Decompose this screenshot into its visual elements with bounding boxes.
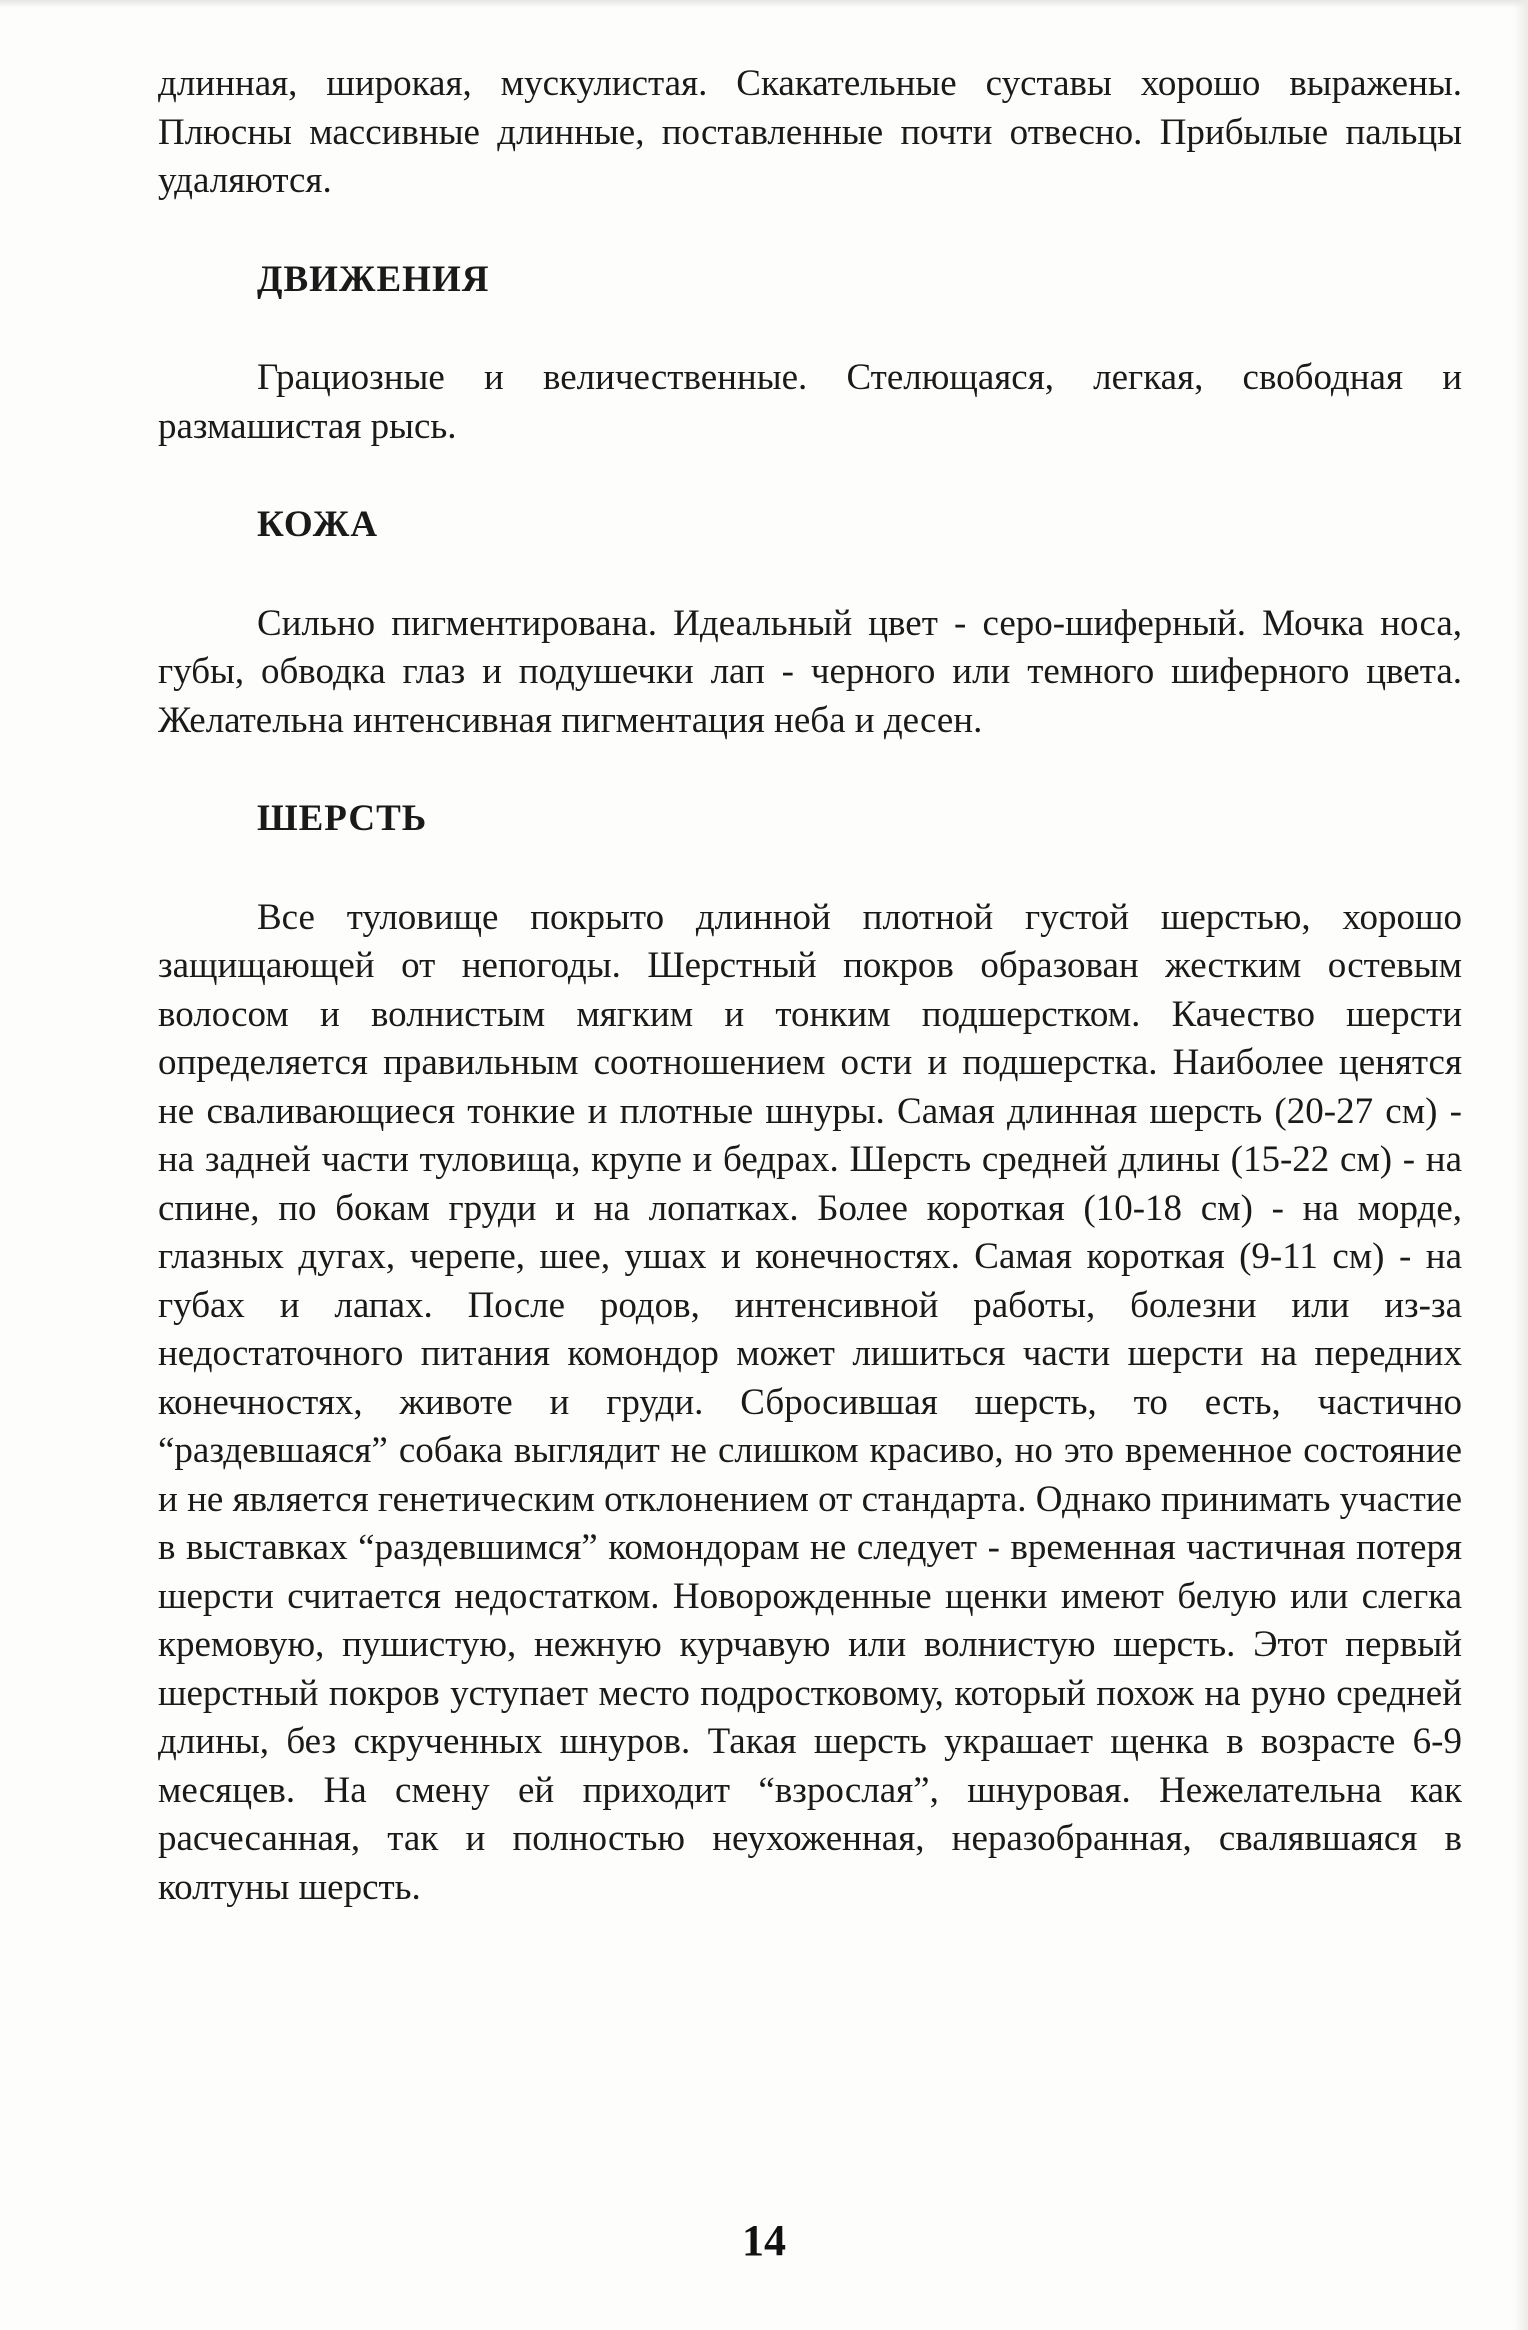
intro-paragraph: длинная, широкая, мускулистая. Скакательные суставы хорошо выражены. Плюсны массивные длинные, поставленные почти отвесно. Прибылые пальцы удаляются.: [158, 63, 1462, 201]
text-column: [158, 60, 1462, 1912]
section-heading-skin: КОЖА: [257, 504, 379, 545]
section-text-coat: Все туловище покрыто длинной плотной густой шерстью, хорошо защищающей от непогоды. Шерстный покров образован жестким остевым волосом и волнистым мягким и тонким подшерстком. Качество шерсти определяется правильным соотношением ости и подшерстка. Наиболее ценятся не сваливающиеся тонкие и плотные шнуры. Самая длинная шерсть (20-27 см) - на задней части туловища, крупе и бедрах. Шерсть средней длины (15-22 см) - на спине, по бокам груди и на лопатках. Более короткая (10-18 см) - на морде, глазных дугах, черепе, шее, ушах и конечностях. Самая короткая (9-11 см) - на губах и лапах. После родов, интенсивной работы, болезни или из-за недостаточного питания комондор может лишиться части шерсти на передних конечностях, животе и груди. Сбросившая шерсть, то есть, частично “раздевшаяся” собака выглядит не слишком красиво, но это временное состояние и не является генетическим отклонением от стандарта. Однако принимать участие в выставках “раздевшимся” комондорам не следует - временная частичная потеря шерсти считается недостатком. Новорожденные щенки имеют белую или слегка кремовую, пушистую, нежную курчавую или волнистую шерсть. Этот первый шерстный покров уступает место подростковому, который похож на руно средней длины, без скрученных шнуров. Такая шерсть украшает щенка в возрасте 6-9 месяцев. На смену ей приходит “взрослая”, шнуровая. Нежелательна как расчесанная, так и полностью неухоженная, неразобранная, свалявшаяся в колтуны шерсть.: [158, 896, 1462, 1908]
scan-edge-shadow: [1514, 0, 1528, 2330]
page-number: 14: [742, 2216, 786, 2265]
section-heading-coat: ШЕРСТЬ: [257, 798, 428, 839]
section-heading-movement: ДВИЖЕНИЯ: [257, 258, 490, 300]
section-text-movement: Грациозные и величественные. Стелющаяся, легкая, свободная и размашистая рысь.: [158, 357, 1462, 447]
section-text-skin: Сильно пигментирована. Идеальный цвет - серо-шиферный. Мочка носа, губы, обводка глаз и подушечки лап - черного или темного шиферного цвета. Желательна интенсивная пигментация неба и десен.: [158, 602, 1462, 741]
scan-edge-shadow: [0, 0, 1528, 8]
